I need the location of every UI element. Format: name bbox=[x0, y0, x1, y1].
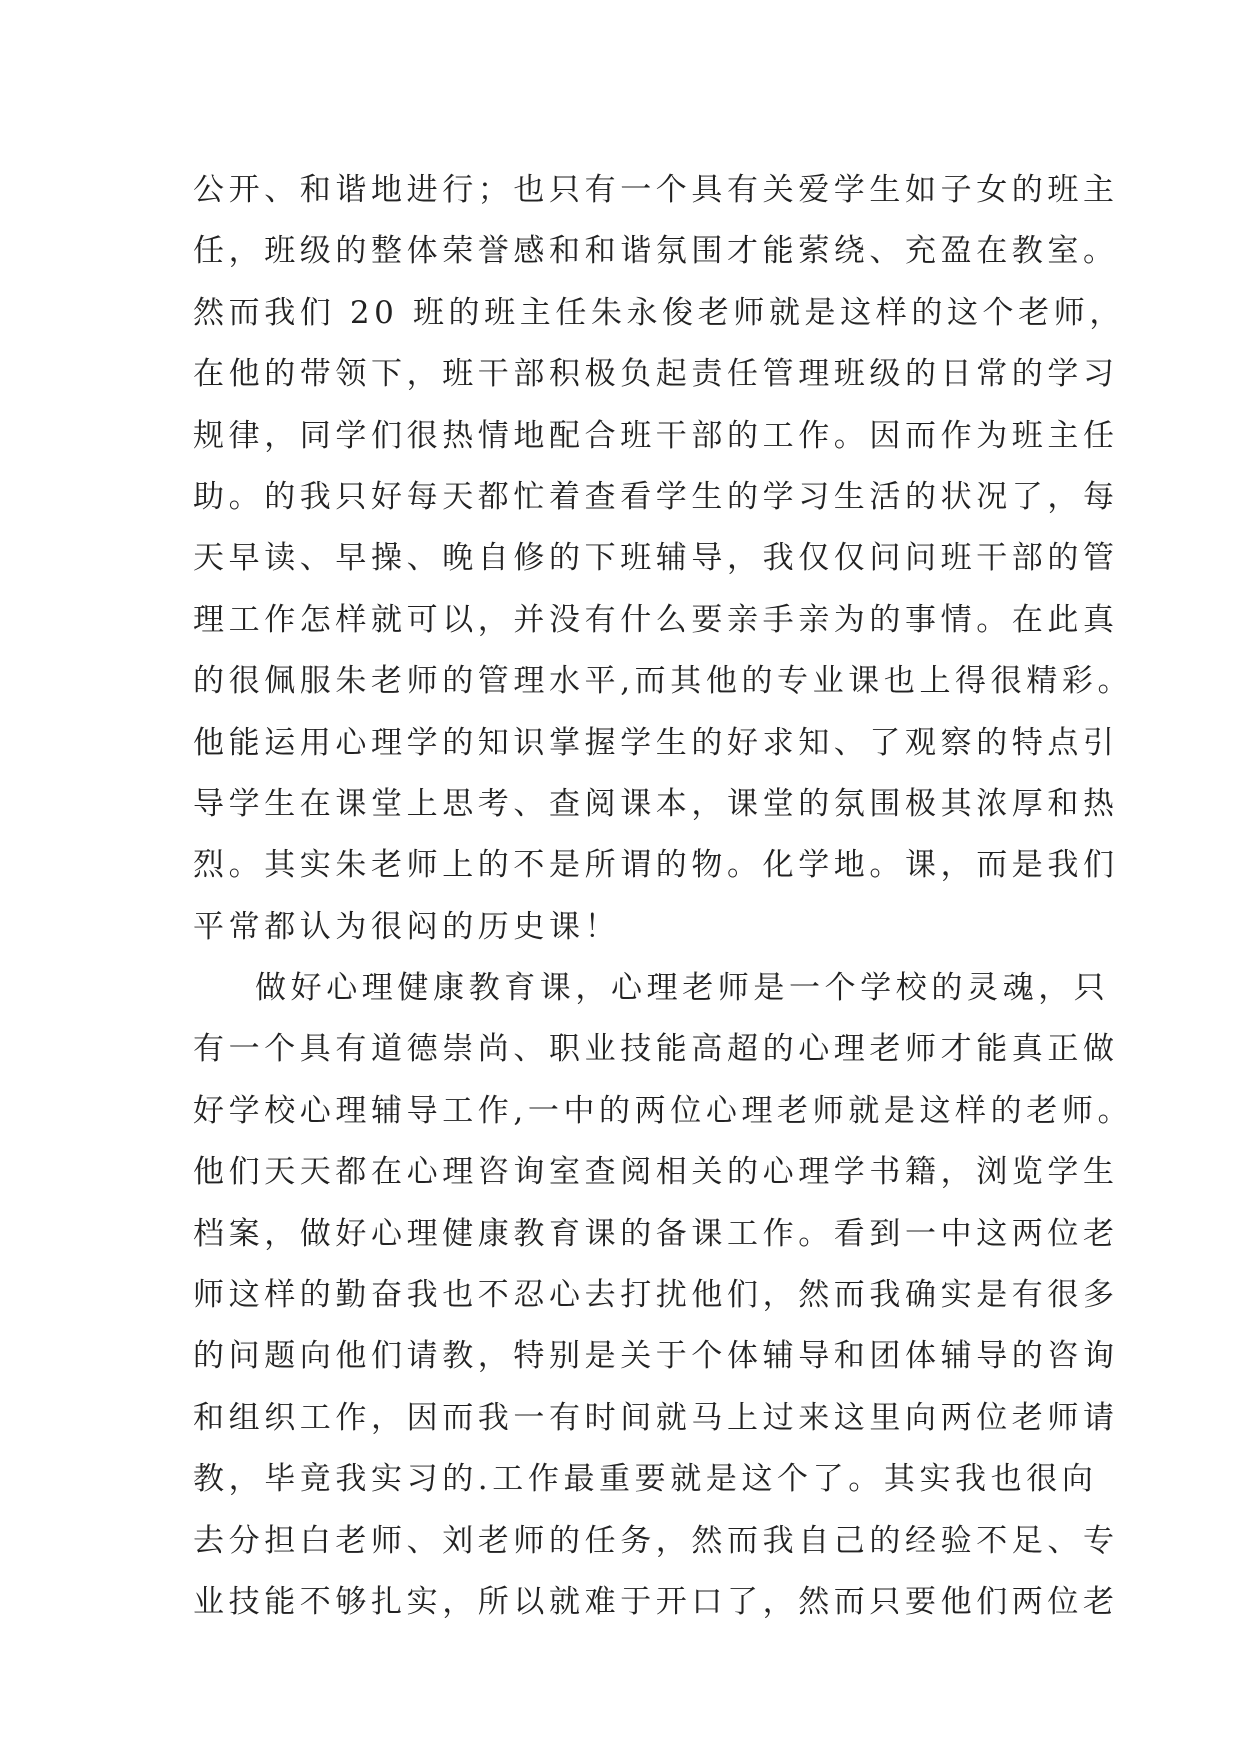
text-line: 理工作怎样就可以，并没有什么要亲手亲为的事情。在此真 bbox=[193, 601, 1119, 638]
text-line: 教，毕竟我实习的.工作最重要就是这个了。其实我也很向 bbox=[193, 1461, 1098, 1498]
text-line: 烈。其实朱老师上的不是所谓的物。化学地。课，而是我们 bbox=[193, 847, 1119, 884]
text-line: 然而我们 20 班的班主任朱永俊老师就是这样的这个老师， bbox=[193, 294, 1125, 331]
text-line: 公开、和谐地进行；也只有一个具有关爱学生如子女的班主 bbox=[193, 172, 1119, 208]
text-line: 规律，同学们很热情地配合班干部的工作。因而作为班主任 bbox=[193, 417, 1119, 454]
text-line: 在他的带领下，班干部积极负起责任管理班级的日常的学习 bbox=[193, 356, 1119, 393]
text-line: 的很佩服朱老师的管理水平,而其他的专业课也上得很精彩。 bbox=[193, 663, 1134, 700]
text-line: 去分担白老师、刘老师的任务，然而我自己的经验不足、专 bbox=[193, 1522, 1119, 1559]
body-text bbox=[193, 160, 1134, 1633]
text-line: 他们天天都在心理咨询室查阅相关的心理学书籍，浏览学生 bbox=[193, 1154, 1119, 1191]
paragraph-start-line: 做好心理健康教育课，心理老师是一个学校的灵魂，只 bbox=[255, 970, 1110, 1007]
text-line: 业技能不够扎实，所以就难于开口了，然而只要他们两位老 bbox=[193, 1583, 1119, 1620]
text-line: 和组织工作，因而我一有时间就马上过来这里向两位老师请 bbox=[193, 1399, 1119, 1436]
text-line: 好学校心理辅导工作,一中的两位心理老师就是这样的老师。 bbox=[193, 1092, 1134, 1129]
text-line: 的问题向他们请教，特别是关于个体辅导和团体辅导的咨询 bbox=[193, 1338, 1119, 1375]
text-line: 导学生在课堂上思考、查阅课本，课堂的氛围极其浓厚和热 bbox=[193, 785, 1119, 822]
text-line: 师这样的勤奋我也不忍心去打扰他们，然而我确实是有很多 bbox=[193, 1277, 1119, 1314]
text-line: 天早读、早操、晚自修的下班辅导，我仅仅问问班干部的管 bbox=[193, 540, 1119, 577]
text-line: 他能运用心理学的知识掌握学生的好求知、了观察的特点引 bbox=[193, 724, 1119, 761]
text-line: 档案，做好心理健康教育课的备课工作。看到一中这两位老 bbox=[193, 1215, 1119, 1252]
text-line: 有一个具有道德崇尚、职业技能高超的心理老师才能真正做 bbox=[193, 1031, 1119, 1068]
text-line: 助。的我只好每天都忙着查看学生的学习生活的状况了，每 bbox=[193, 478, 1119, 515]
text-line: 平常都认为很闷的历史课！ bbox=[193, 908, 621, 945]
text-line: 任，班级的整体荣誉感和和谐氛围才能萦绕、充盈在教室。 bbox=[193, 233, 1119, 270]
